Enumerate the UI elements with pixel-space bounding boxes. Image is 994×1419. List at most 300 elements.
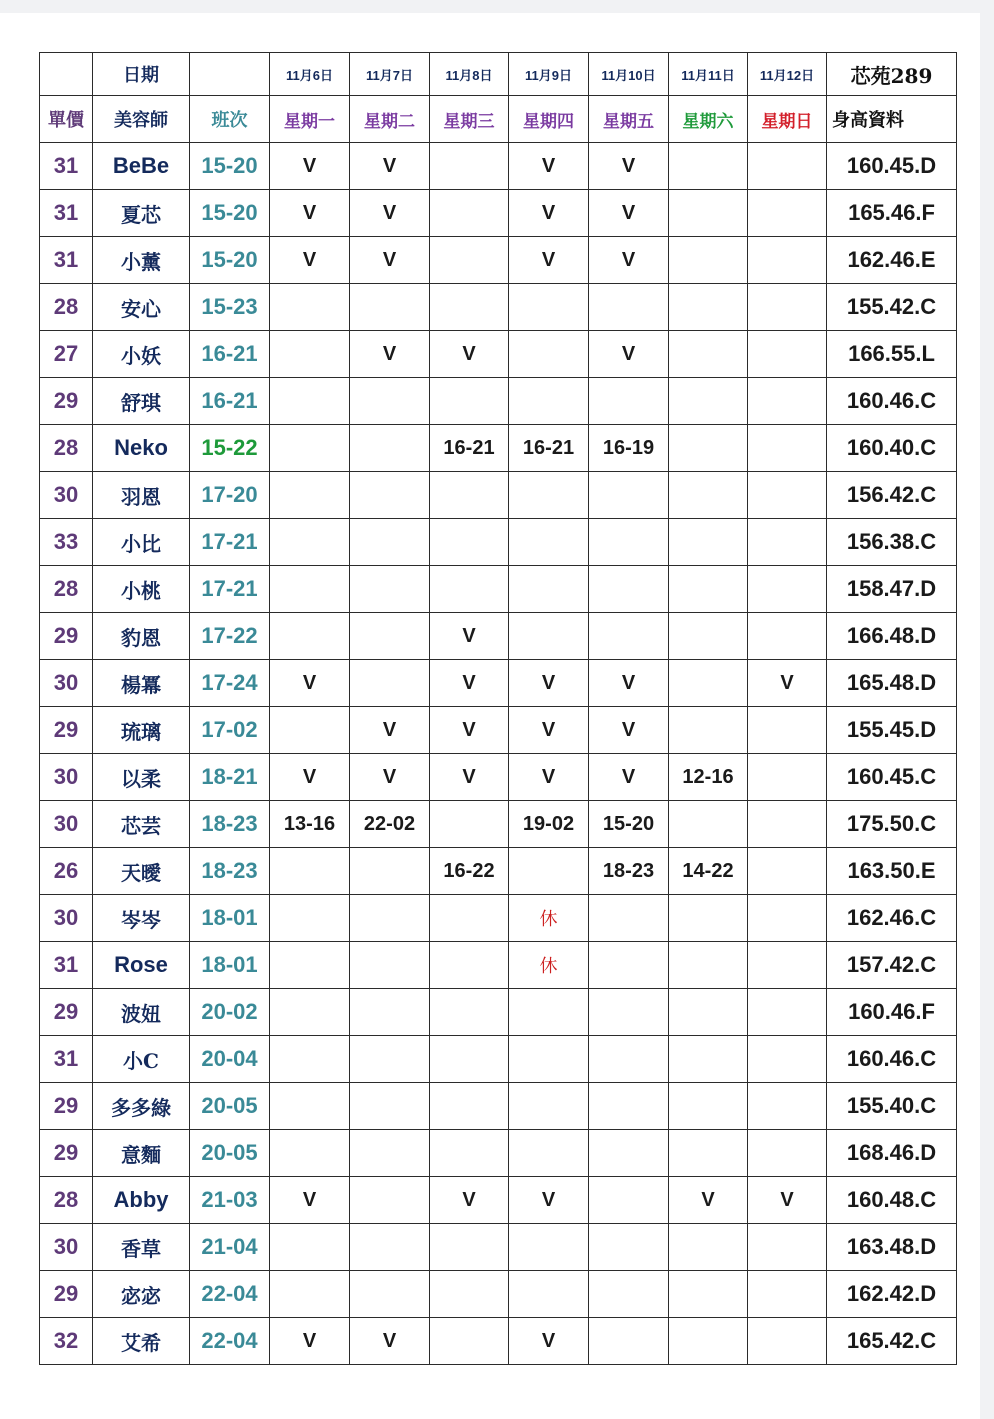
shift-cell: 15-20 — [190, 190, 270, 237]
day-cell: V — [589, 707, 669, 754]
day-cell — [509, 1224, 589, 1271]
table-row — [40, 331, 957, 378]
day-cell — [270, 707, 350, 754]
day-cell — [509, 613, 589, 660]
table-row — [40, 1271, 957, 1318]
table-row — [40, 425, 957, 472]
day-cell — [430, 143, 509, 190]
table-row — [40, 1130, 957, 1177]
day-cell — [748, 895, 827, 942]
day-cell: V — [589, 190, 669, 237]
height-cell: 163.50.E — [827, 848, 957, 895]
day-cell — [589, 1036, 669, 1083]
day-cell — [270, 425, 350, 472]
day-cell: V — [509, 1177, 589, 1224]
price-cell: 30 — [40, 895, 93, 942]
shift-cell: 20-05 — [190, 1130, 270, 1177]
name-cell: 小比 — [93, 519, 190, 566]
day-cell — [270, 989, 350, 1036]
day-cell — [430, 1224, 509, 1271]
shift-cell: 21-03 — [190, 1177, 270, 1224]
price-cell: 29 — [40, 1271, 93, 1318]
day-cell — [430, 1036, 509, 1083]
day-cell — [270, 895, 350, 942]
day-cell: 16-21 — [430, 425, 509, 472]
price-cell: 33 — [40, 519, 93, 566]
price-cell: 30 — [40, 472, 93, 519]
day-cell — [350, 1083, 430, 1130]
height-cell: 160.40.C — [827, 425, 957, 472]
day-cell — [430, 989, 509, 1036]
day-cell — [430, 1083, 509, 1130]
table-row — [40, 848, 957, 895]
day-cell — [748, 707, 827, 754]
date-col-1: 11月6日 — [270, 53, 350, 96]
price-cell: 30 — [40, 801, 93, 848]
day-cell — [748, 237, 827, 284]
day-cell: V — [430, 707, 509, 754]
price-cell: 27 — [40, 331, 93, 378]
price-cell: 31 — [40, 942, 93, 989]
shift-cell: 15-22 — [190, 425, 270, 472]
table-row — [40, 237, 957, 284]
name-cell: 岑岑 — [93, 895, 190, 942]
name-cell: 艾希 — [93, 1318, 190, 1365]
day-cell — [509, 566, 589, 613]
name-cell: 香草 — [93, 1224, 190, 1271]
day-cell: V — [589, 143, 669, 190]
price-cell: 29 — [40, 707, 93, 754]
shift-cell: 15-20 — [190, 237, 270, 284]
day-cell — [270, 613, 350, 660]
height-cell: 155.42.C — [827, 284, 957, 331]
day-cell — [669, 331, 748, 378]
header-row-dates — [40, 53, 957, 96]
day-cell — [509, 989, 589, 1036]
day-cell: V — [270, 1177, 350, 1224]
day-cell — [748, 1224, 827, 1271]
day-cell — [350, 613, 430, 660]
day-cell — [270, 1083, 350, 1130]
shift-header: 班次 — [190, 96, 270, 143]
table-row — [40, 566, 957, 613]
day-cell — [270, 284, 350, 331]
day-cell — [270, 472, 350, 519]
day-cell: V — [270, 143, 350, 190]
table-row — [40, 1083, 957, 1130]
height-cell: 156.38.C — [827, 519, 957, 566]
shift-cell: 18-23 — [190, 848, 270, 895]
day-cell — [589, 566, 669, 613]
shift-cell: 20-04 — [190, 1036, 270, 1083]
day-cell: V — [350, 143, 430, 190]
day-cell — [748, 284, 827, 331]
name-cell: 多多綠 — [93, 1083, 190, 1130]
day-cell — [669, 519, 748, 566]
name-cell: 羽恩 — [93, 472, 190, 519]
name-cell: 天曖 — [93, 848, 190, 895]
day-cell — [589, 519, 669, 566]
day-cell — [669, 660, 748, 707]
day-cell — [350, 566, 430, 613]
shift-cell: 17-21 — [190, 566, 270, 613]
shift-cell: 17-20 — [190, 472, 270, 519]
height-cell: 166.48.D — [827, 613, 957, 660]
price-cell: 28 — [40, 425, 93, 472]
price-cell: 30 — [40, 1224, 93, 1271]
day-cell — [589, 378, 669, 425]
date-col-6: 11月11日 — [669, 53, 748, 96]
day-cell: V — [748, 660, 827, 707]
day-cell — [748, 1130, 827, 1177]
name-cell: 以柔 — [93, 754, 190, 801]
day-cell: V — [350, 237, 430, 284]
day-cell — [589, 1271, 669, 1318]
name-cell: 小妖 — [93, 331, 190, 378]
date-col-7: 11月12日 — [748, 53, 827, 96]
day-cell — [430, 1130, 509, 1177]
price-cell: 30 — [40, 754, 93, 801]
shift-cell: 18-21 — [190, 754, 270, 801]
price-cell: 32 — [40, 1318, 93, 1365]
name-cell: 意麵 — [93, 1130, 190, 1177]
table-row — [40, 1177, 957, 1224]
table-row — [40, 895, 957, 942]
day-cell — [350, 425, 430, 472]
day-cell — [669, 425, 748, 472]
height-cell: 165.48.D — [827, 660, 957, 707]
day-cell — [748, 801, 827, 848]
day-cell — [430, 895, 509, 942]
day-cell — [430, 519, 509, 566]
height-cell: 160.45.C — [827, 754, 957, 801]
weekday-header-wed: 星期三 — [430, 96, 509, 143]
day-cell: V — [509, 190, 589, 237]
day-cell: V — [589, 660, 669, 707]
day-cell — [589, 284, 669, 331]
day-cell: V — [748, 1177, 827, 1224]
price-cell: 29 — [40, 1130, 93, 1177]
header-blank — [190, 53, 270, 96]
name-cell: Abby — [93, 1177, 190, 1224]
day-cell — [748, 331, 827, 378]
price-cell: 29 — [40, 989, 93, 1036]
day-cell — [748, 566, 827, 613]
day-cell: V — [430, 754, 509, 801]
shift-cell: 21-04 — [190, 1224, 270, 1271]
day-cell: 13-16 — [270, 801, 350, 848]
day-cell — [669, 237, 748, 284]
day-cell: V — [589, 331, 669, 378]
price-cell: 29 — [40, 613, 93, 660]
name-cell: 芯芸 — [93, 801, 190, 848]
day-cell — [430, 566, 509, 613]
day-cell: V — [270, 237, 350, 284]
day-cell: V — [350, 190, 430, 237]
day-cell — [589, 1083, 669, 1130]
price-cell: 29 — [40, 1083, 93, 1130]
day-cell — [350, 895, 430, 942]
height-cell: 165.42.C — [827, 1318, 957, 1365]
day-cell: 15-20 — [589, 801, 669, 848]
date-col-2: 11月7日 — [350, 53, 430, 96]
day-cell: V — [430, 331, 509, 378]
shift-cell: 17-02 — [190, 707, 270, 754]
day-cell — [350, 519, 430, 566]
price-cell: 31 — [40, 143, 93, 190]
day-cell — [430, 942, 509, 989]
shift-cell: 15-23 — [190, 284, 270, 331]
day-cell — [669, 895, 748, 942]
day-cell: 19-02 — [509, 801, 589, 848]
day-cell — [589, 942, 669, 989]
day-cell: V — [589, 237, 669, 284]
table-row — [40, 989, 957, 1036]
day-cell — [350, 848, 430, 895]
day-cell: V — [350, 1318, 430, 1365]
day-cell — [669, 1224, 748, 1271]
table-row — [40, 1224, 957, 1271]
day-cell — [669, 801, 748, 848]
table-row — [40, 754, 957, 801]
weekday-header-fri: 星期五 — [589, 96, 669, 143]
day-cell — [509, 378, 589, 425]
day-cell — [350, 1036, 430, 1083]
day-cell — [430, 801, 509, 848]
height-cell: 160.46.C — [827, 378, 957, 425]
day-cell — [589, 1177, 669, 1224]
price-cell: 31 — [40, 1036, 93, 1083]
day-cell — [350, 942, 430, 989]
table-row — [40, 707, 957, 754]
day-cell: V — [270, 1318, 350, 1365]
day-cell: 16-22 — [430, 848, 509, 895]
height-header: 身高資料 — [827, 96, 957, 143]
day-cell — [270, 378, 350, 425]
day-cell — [270, 1036, 350, 1083]
shift-cell: 18-23 — [190, 801, 270, 848]
height-cell: 155.40.C — [827, 1083, 957, 1130]
table-row — [40, 143, 957, 190]
day-cell — [350, 1271, 430, 1318]
height-cell: 162.46.E — [827, 237, 957, 284]
shift-cell: 18-01 — [190, 942, 270, 989]
height-cell: 158.47.D — [827, 566, 957, 613]
day-cell — [350, 989, 430, 1036]
day-cell: 14-22 — [669, 848, 748, 895]
day-cell — [509, 1271, 589, 1318]
day-cell: V — [669, 1177, 748, 1224]
day-cell — [748, 989, 827, 1036]
table-row — [40, 1036, 957, 1083]
day-cell: 16-19 — [589, 425, 669, 472]
day-cell — [350, 1177, 430, 1224]
table-row — [40, 519, 957, 566]
day-cell — [748, 1083, 827, 1130]
height-cell: 157.42.C — [827, 942, 957, 989]
day-cell — [430, 284, 509, 331]
name-cell: Neko — [93, 425, 190, 472]
price-cell: 31 — [40, 190, 93, 237]
price-cell: 30 — [40, 660, 93, 707]
day-cell — [748, 378, 827, 425]
day-cell — [270, 1130, 350, 1177]
shift-cell: 16-21 — [190, 378, 270, 425]
name-cell: Rose — [93, 942, 190, 989]
name-cell: 宓宓 — [93, 1271, 190, 1318]
weekday-header-sun: 星期日 — [748, 96, 827, 143]
day-cell — [669, 942, 748, 989]
day-cell — [748, 190, 827, 237]
name-cell: 舒琪 — [93, 378, 190, 425]
height-cell: 160.46.C — [827, 1036, 957, 1083]
weekday-header-tue: 星期二 — [350, 96, 430, 143]
name-header: 美容師 — [93, 96, 190, 143]
shift-cell: 17-22 — [190, 613, 270, 660]
day-cell — [748, 1036, 827, 1083]
day-cell — [270, 519, 350, 566]
day-cell — [350, 284, 430, 331]
day-cell — [748, 754, 827, 801]
date-col-3: 11月8日 — [430, 53, 509, 96]
height-cell: 160.48.C — [827, 1177, 957, 1224]
price-cell: 29 — [40, 378, 93, 425]
shift-cell: 15-20 — [190, 143, 270, 190]
day-cell — [270, 566, 350, 613]
date-label: 日期 — [93, 53, 190, 96]
height-cell: 156.42.C — [827, 472, 957, 519]
day-cell — [589, 895, 669, 942]
day-cell — [350, 472, 430, 519]
table-row — [40, 801, 957, 848]
shift-cell: 22-04 — [190, 1271, 270, 1318]
height-cell: 155.45.D — [827, 707, 957, 754]
weekday-header-mon: 星期一 — [270, 96, 350, 143]
height-cell: 162.42.D — [827, 1271, 957, 1318]
day-cell — [748, 848, 827, 895]
day-cell — [669, 1271, 748, 1318]
day-cell — [430, 237, 509, 284]
price-cell: 26 — [40, 848, 93, 895]
height-cell: 160.46.F — [827, 989, 957, 1036]
name-cell: 小C — [93, 1036, 190, 1083]
day-cell — [430, 378, 509, 425]
table-row — [40, 284, 957, 331]
day-cell: V — [270, 660, 350, 707]
table-row — [40, 378, 957, 425]
day-cell — [669, 566, 748, 613]
height-cell: 162.46.C — [827, 895, 957, 942]
table-row — [40, 1318, 957, 1365]
height-cell: 168.46.D — [827, 1130, 957, 1177]
day-cell: V — [509, 1318, 589, 1365]
schedule-sheet — [0, 13, 980, 1419]
day-cell — [509, 1130, 589, 1177]
name-cell: 琉璃 — [93, 707, 190, 754]
day-cell — [748, 425, 827, 472]
price-cell: 28 — [40, 1177, 93, 1224]
day-cell — [270, 1271, 350, 1318]
weekday-header-thu: 星期四 — [509, 96, 589, 143]
price-cell: 31 — [40, 237, 93, 284]
height-cell: 166.55.L — [827, 331, 957, 378]
day-cell — [509, 1036, 589, 1083]
day-cell — [509, 472, 589, 519]
day-cell — [270, 331, 350, 378]
day-cell — [669, 1083, 748, 1130]
day-cell — [748, 1271, 827, 1318]
day-cell — [748, 613, 827, 660]
day-cell: V — [509, 237, 589, 284]
date-col-4: 11月9日 — [509, 53, 589, 96]
day-cell — [669, 378, 748, 425]
name-cell: 小桃 — [93, 566, 190, 613]
day-cell — [669, 190, 748, 237]
table-row — [40, 190, 957, 237]
day-cell — [430, 190, 509, 237]
table-row — [40, 613, 957, 660]
day-cell — [669, 1036, 748, 1083]
height-cell: 175.50.C — [827, 801, 957, 848]
day-cell — [270, 848, 350, 895]
day-cell — [350, 660, 430, 707]
price-header: 單價 — [40, 96, 93, 143]
day-cell: 22-02 — [350, 801, 430, 848]
day-cell — [509, 519, 589, 566]
schedule-table — [39, 52, 957, 1365]
day-cell — [669, 143, 748, 190]
day-cell — [430, 472, 509, 519]
day-cell — [748, 519, 827, 566]
name-cell: 夏芯 — [93, 190, 190, 237]
table-row — [40, 660, 957, 707]
day-cell: V — [509, 754, 589, 801]
day-cell: 休 — [509, 895, 589, 942]
date-col-5: 11月10日 — [589, 53, 669, 96]
day-cell — [430, 1271, 509, 1318]
day-cell: V — [509, 660, 589, 707]
day-cell: 18-23 — [589, 848, 669, 895]
day-cell: V — [509, 707, 589, 754]
day-cell — [748, 143, 827, 190]
day-cell — [669, 284, 748, 331]
day-cell — [270, 942, 350, 989]
day-cell: 休 — [509, 942, 589, 989]
price-cell: 28 — [40, 284, 93, 331]
shift-cell: 22-04 — [190, 1318, 270, 1365]
shift-cell: 18-01 — [190, 895, 270, 942]
day-cell — [669, 472, 748, 519]
shift-cell: 17-21 — [190, 519, 270, 566]
day-cell: 16-21 — [509, 425, 589, 472]
height-cell: 165.46.F — [827, 190, 957, 237]
day-cell — [748, 1318, 827, 1365]
day-cell — [509, 1083, 589, 1130]
day-cell — [669, 1318, 748, 1365]
shift-cell: 20-02 — [190, 989, 270, 1036]
day-cell — [589, 989, 669, 1036]
day-cell: V — [430, 660, 509, 707]
shift-cell: 17-24 — [190, 660, 270, 707]
day-cell: V — [430, 1177, 509, 1224]
day-cell — [748, 942, 827, 989]
day-cell — [669, 1130, 748, 1177]
height-cell: 163.48.D — [827, 1224, 957, 1271]
day-cell — [509, 331, 589, 378]
weekday-header-sat: 星期六 — [669, 96, 748, 143]
store-name: 芯苑289 — [827, 53, 957, 96]
name-cell: 豹恩 — [93, 613, 190, 660]
